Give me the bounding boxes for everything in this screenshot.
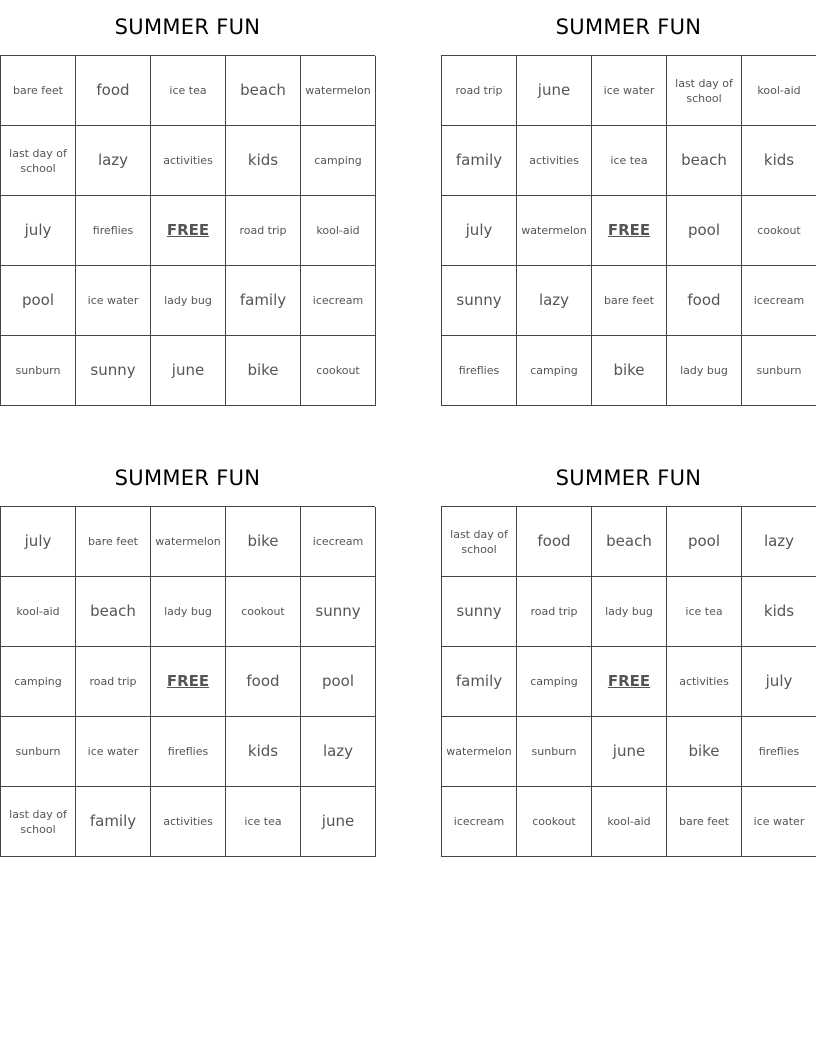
bingo-cell: road trip: [442, 56, 517, 126]
bingo-grid: [441, 506, 816, 857]
bingo-cell: activities: [151, 787, 226, 857]
bingo-cell: ice tea: [667, 577, 742, 647]
bingo-cell: ice tea: [226, 787, 301, 857]
bingo-cell: ice water: [76, 717, 151, 787]
bingo-cell: ice tea: [592, 126, 667, 196]
bingo-cell: bike: [226, 336, 301, 406]
bingo-cell: kool-aid: [301, 196, 376, 266]
free-space-cell: FREE: [151, 196, 226, 266]
free-space-cell: FREE: [592, 196, 667, 266]
bingo-cell: kool-aid: [592, 787, 667, 857]
bingo-cell: june: [151, 336, 226, 406]
bingo-cell: cookout: [517, 787, 592, 857]
bingo-cell: pool: [667, 196, 742, 266]
bingo-cell: last day of school: [1, 787, 76, 857]
bingo-cell: activities: [151, 126, 226, 196]
bingo-cell: fireflies: [76, 196, 151, 266]
bingo-cell: family: [442, 126, 517, 196]
bingo-cell: icecream: [301, 266, 376, 336]
bingo-cell: bare feet: [1, 56, 76, 126]
bingo-cell: road trip: [517, 577, 592, 647]
bingo-cell: bike: [592, 336, 667, 406]
free-space-cell: FREE: [592, 647, 667, 717]
bingo-cell: sunburn: [1, 717, 76, 787]
bingo-cell: family: [226, 266, 301, 336]
bingo-cell: kool-aid: [1, 577, 76, 647]
bingo-cell: last day of school: [667, 56, 742, 126]
bingo-cell: cookout: [226, 577, 301, 647]
bingo-cell: bare feet: [667, 787, 742, 857]
bingo-cell: lazy: [76, 126, 151, 196]
bingo-cell: last day of school: [442, 507, 517, 577]
bingo-cell: kids: [226, 717, 301, 787]
bingo-cell: watermelon: [301, 56, 376, 126]
bingo-cell: beach: [76, 577, 151, 647]
bingo-cell: icecream: [442, 787, 517, 857]
bingo-cell: sunburn: [1, 336, 76, 406]
bingo-cell: family: [76, 787, 151, 857]
bingo-cell: watermelon: [517, 196, 592, 266]
bingo-card-4: [441, 451, 816, 857]
bingo-cell: kids: [226, 126, 301, 196]
bingo-cell: lady bug: [592, 577, 667, 647]
free-space-cell: FREE: [151, 647, 226, 717]
bingo-cell: activities: [667, 647, 742, 717]
bingo-cell: sunny: [301, 577, 376, 647]
bingo-cell: kids: [742, 126, 816, 196]
bingo-cell: icecream: [301, 507, 376, 577]
bingo-cell: food: [517, 507, 592, 577]
bingo-cell: watermelon: [151, 507, 226, 577]
card-title: SUMMER FUN: [555, 15, 702, 39]
bingo-cell: july: [742, 647, 816, 717]
bingo-cell: bare feet: [592, 266, 667, 336]
bingo-cell: beach: [592, 507, 667, 577]
bingo-cell: camping: [517, 647, 592, 717]
bingo-cell: ice water: [592, 56, 667, 126]
bingo-cell: road trip: [76, 647, 151, 717]
bingo-cell: fireflies: [151, 717, 226, 787]
bingo-cell: lazy: [742, 507, 816, 577]
bingo-cell: beach: [667, 126, 742, 196]
bingo-cell: july: [442, 196, 517, 266]
bingo-cell: lady bug: [667, 336, 742, 406]
bingo-cell: activities: [517, 126, 592, 196]
bingo-cell: fireflies: [742, 717, 816, 787]
bingo-cell: lady bug: [151, 577, 226, 647]
bingo-grid: [0, 55, 375, 406]
bingo-cell: cookout: [301, 336, 376, 406]
card-title: SUMMER FUN: [114, 466, 261, 490]
bingo-cell: sunny: [76, 336, 151, 406]
bingo-cell: sunny: [442, 266, 517, 336]
bingo-cell: camping: [1, 647, 76, 717]
bingo-card-1: [0, 0, 375, 406]
bingo-cell: lazy: [517, 266, 592, 336]
bingo-cell: ice water: [76, 266, 151, 336]
bingo-cell: bike: [667, 717, 742, 787]
bingo-cell: kids: [742, 577, 816, 647]
bingo-cell: sunny: [442, 577, 517, 647]
bingo-card-2: [441, 0, 816, 406]
bingo-cell: food: [226, 647, 301, 717]
bingo-cell: lazy: [301, 717, 376, 787]
bingo-cell: june: [517, 56, 592, 126]
bingo-cell: lady bug: [151, 266, 226, 336]
bingo-cell: icecream: [742, 266, 816, 336]
bingo-cell: june: [301, 787, 376, 857]
bingo-cell: last day of school: [1, 126, 76, 196]
bingo-cell: fireflies: [442, 336, 517, 406]
bingo-cell: sunburn: [742, 336, 816, 406]
bingo-cell: beach: [226, 56, 301, 126]
bingo-cell: pool: [1, 266, 76, 336]
bingo-cell: july: [1, 196, 76, 266]
bingo-cell: ice water: [742, 787, 816, 857]
bingo-cell: pool: [301, 647, 376, 717]
bingo-cell: camping: [517, 336, 592, 406]
bingo-cell: kool-aid: [742, 56, 816, 126]
bingo-card-3: [0, 451, 375, 857]
bingo-cell: food: [667, 266, 742, 336]
bingo-cell: july: [1, 507, 76, 577]
bingo-cell: sunburn: [517, 717, 592, 787]
bingo-cell: bare feet: [76, 507, 151, 577]
bingo-cell: bike: [226, 507, 301, 577]
bingo-cell: june: [592, 717, 667, 787]
card-title: SUMMER FUN: [114, 15, 261, 39]
bingo-cell: road trip: [226, 196, 301, 266]
bingo-grid: [0, 506, 375, 857]
bingo-cell: watermelon: [442, 717, 517, 787]
bingo-cell: family: [442, 647, 517, 717]
bingo-cell: cookout: [742, 196, 816, 266]
bingo-grid: [441, 55, 816, 406]
bingo-cell: ice tea: [151, 56, 226, 126]
bingo-cell: pool: [667, 507, 742, 577]
card-title: SUMMER FUN: [555, 466, 702, 490]
bingo-cell: food: [76, 56, 151, 126]
bingo-cell: camping: [301, 126, 376, 196]
